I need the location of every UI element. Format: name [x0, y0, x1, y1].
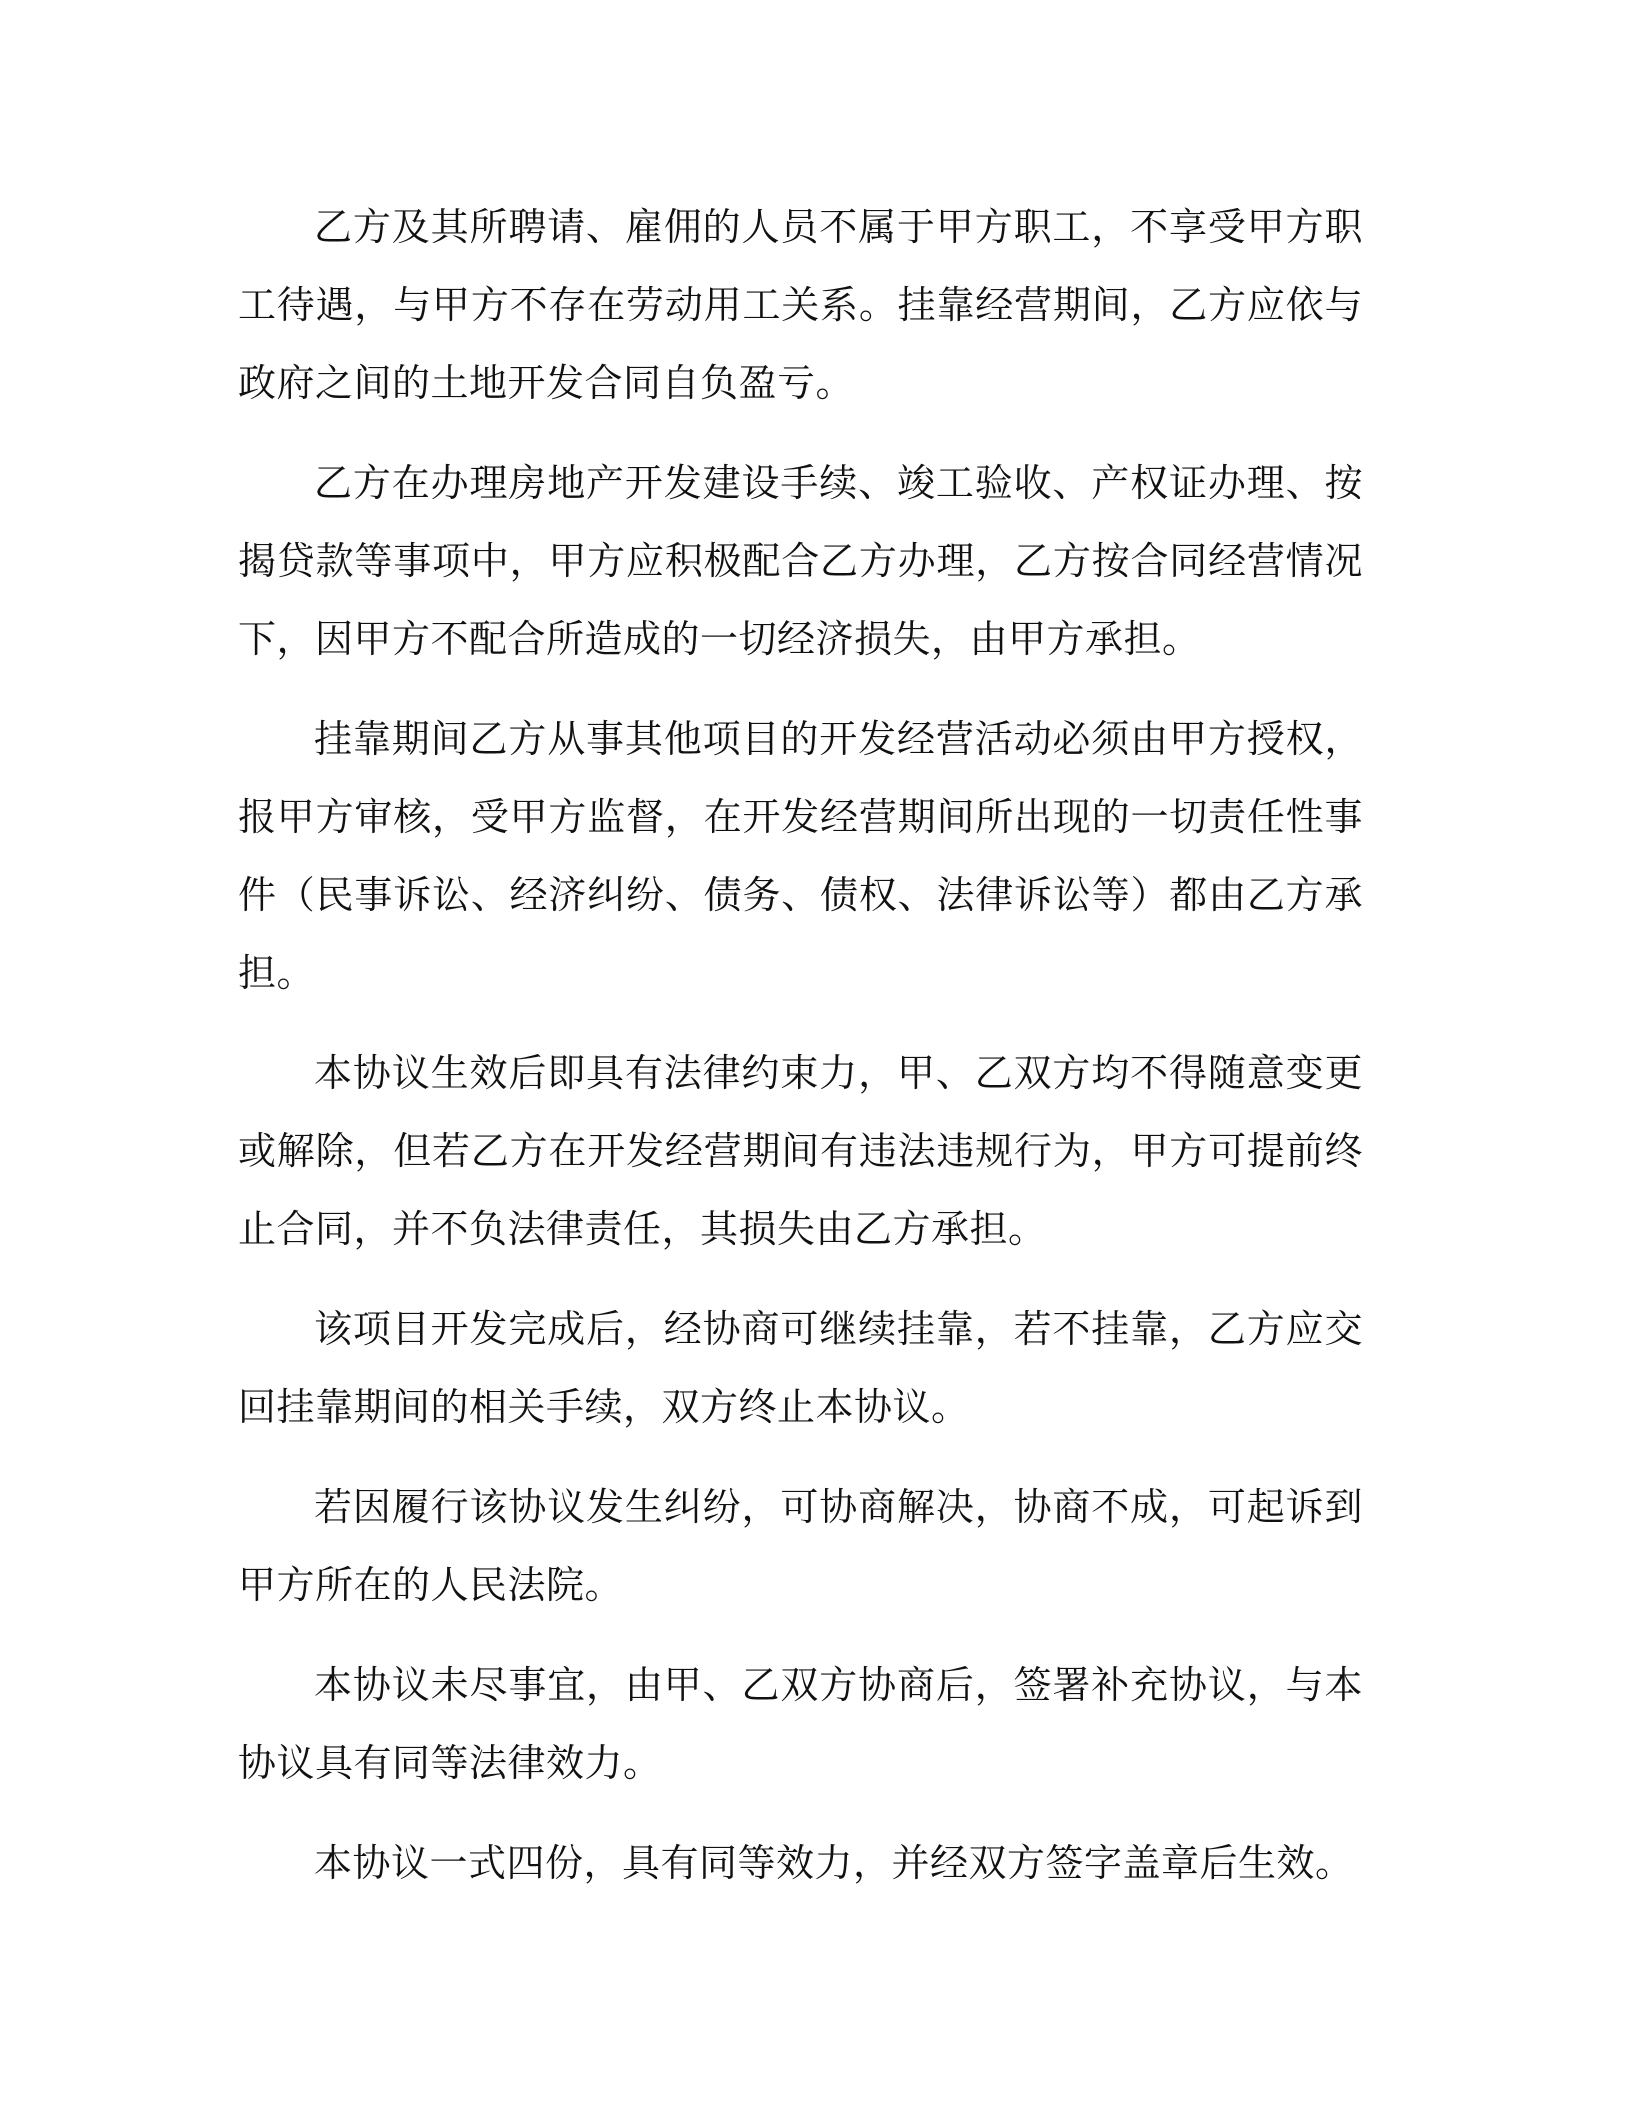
paragraph-copies-effect: 本协议一式四份，具有同等效力，并经双方签字盖章后生效。 — [314, 1841, 1354, 1885]
paragraph-employment-relation: 乙方及其所聘请、雇佣的人员不属于甲方职工，不享受甲方职工待遇，与甲方不存在劳动用工关系。挂靠经营期间，乙方应依与政府之间的土地开发合同自负盈亏。 — [238, 205, 1363, 405]
paragraph-project-completion: 该项目开发完成后，经协商可继续挂靠，若不挂靠，乙方应交回挂靠期间的相关手续，双方终止本协议。 — [238, 1307, 1363, 1429]
paragraph-supplementary-agreement: 本协议未尽事宜，由甲、乙双方协商后，签署补充协议，与本协议具有同等法律效力。 — [238, 1663, 1363, 1785]
paragraph-procedures-cooperation: 乙方在办理房地产开发建设手续、竣工验收、产权证办理、按揭贷款等事项中，甲方应积极配合乙方办理，乙方按合同经营情况下，因甲方不配合所造成的一切经济损失，由甲方承担。 — [238, 461, 1363, 661]
document-body — [238, 188, 1363, 1924]
paragraph-dispute-resolution: 若因履行该协议发生纠纷，可协商解决，协商不成，可起诉到甲方所在的人民法院。 — [238, 1485, 1363, 1607]
paragraph-other-projects: 挂靠期间乙方从事其他项目的开发经营活动必须由甲方授权，报甲方审核，受甲方监督，在开发经营期间所出现的一切责任性事件（民事诉讼、经济纠纷、债务、债权、法律诉讼等）都由乙方承担。 — [238, 717, 1363, 995]
paragraph-binding-force: 本协议生效后即具有法律约束力，甲、乙双方均不得随意变更或解除，但若乙方在开发经营期间有违法违规行为，甲方可提前终止合同，并不负法律责任，其损失由乙方承担。 — [238, 1051, 1363, 1251]
